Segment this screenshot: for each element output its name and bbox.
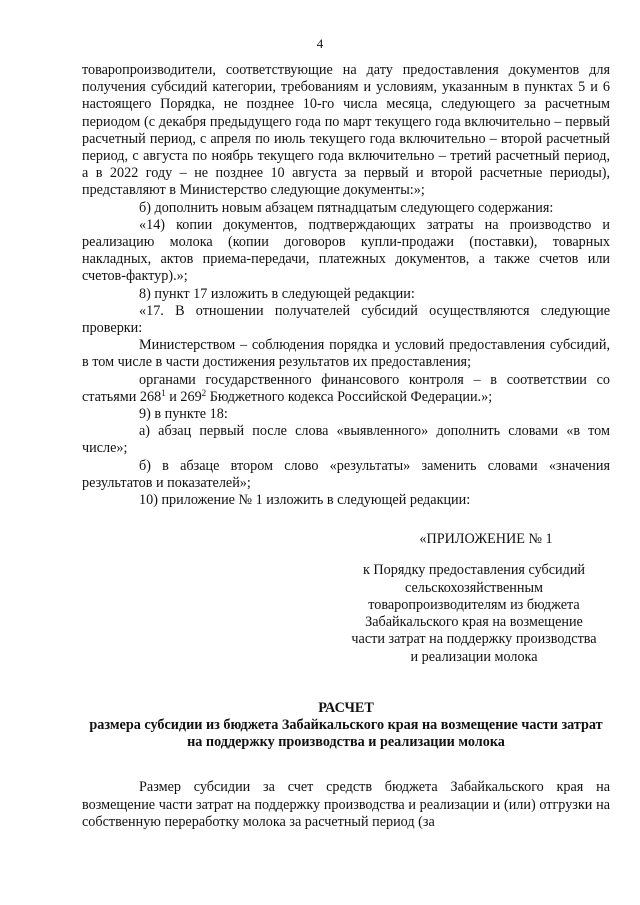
paragraph: Министерством – соблюдения порядка и условий предоставления субсидий, в том числе в части достижения результатов их предоставления; bbox=[82, 337, 610, 371]
document-subtitle: размера субсидии из бюджета Забайкальского края на возмещение части затрат на поддержку производства и реализации молока bbox=[89, 716, 603, 751]
text-fragment: органами государственного финансового контроля – в соответствии со статьями 268 bbox=[82, 371, 610, 405]
text-fragment: Бюджетного кодекса Российской Федерации.»; bbox=[206, 388, 493, 405]
appendix-line: сельскохозяйственным bbox=[404, 579, 543, 596]
paragraph-organs bbox=[82, 372, 610, 406]
appendix-heading: «ПРИЛОЖЕНИЕ № 1 bbox=[419, 531, 553, 548]
paragraph: а) абзац первый после слова «выявленного» дополнить словами «в том числе»; bbox=[82, 423, 610, 457]
paragraph: б) в абзаце втором слово «результаты» заменить словами «значения результатов и показателей»; bbox=[82, 457, 610, 491]
paragraph: «14) копии документов, подтверждающих затраты на производство и реализацию молока (копии договоров купли-продажи (поставки), товарных накладных, актов приема-передачи, платежных документов, а также счетов или счетов-фактур).»; bbox=[82, 216, 610, 285]
paragraph: 8) пункт 17 изложить в следующей редакции: bbox=[139, 285, 415, 302]
appendix-line: и реализации молока bbox=[410, 648, 538, 665]
appendix-line: части затрат на поддержку производства bbox=[351, 631, 597, 648]
appendix-block bbox=[338, 531, 610, 665]
document-title: РАСЧЕТ bbox=[318, 699, 374, 716]
paragraph: 9) в пункте 18: bbox=[139, 406, 228, 423]
document-body bbox=[82, 62, 610, 831]
paragraph: б) дополнить новым абзацем пятнадцатым следующего содержания: bbox=[139, 199, 554, 216]
paragraph: «17. В отношении получателей субсидий осуществляются следующие проверки: bbox=[82, 302, 610, 337]
appendix-line: к Порядку предоставления субсидий bbox=[362, 562, 586, 579]
appendix-line: товаропроизводителям из бюджета bbox=[368, 596, 580, 613]
paragraph: 10) приложение № 1 изложить в следующей редакции: bbox=[139, 492, 471, 509]
appendix-line: Забайкальского края на возмещение bbox=[365, 614, 583, 631]
page-number: 4 bbox=[316, 36, 324, 51]
superscript: 1 bbox=[161, 387, 166, 398]
superscript: 2 bbox=[201, 387, 207, 398]
paragraph: товаропроизводители, соответствующие на дату предоставления документов для получения субсидий категории, требованиям и условиям, указанным в пунктах 5 и 6 настоящего Порядка, не позднее 10-го числа месяца, следующего за расчетным периодом (с декабря предыдущего года по март текущего года включительно – первый расчетный период, с апреля по июль текущего года включительно – второй расчетный период, с августа по ноябрь текущего года включительно – третий расчетный период, а в 2022 году – не позднее 10 августа за первый и второй расчетные периоды), представляют в Министерство следующие документы:»; bbox=[82, 62, 610, 199]
paragraph: Размер субсидии за счет средств бюджета Забайкальского края на возмещение части затрат на поддержку производства и реализации и (или) отгрузки на собственную переработку молока за расчетный период (за bbox=[82, 779, 610, 830]
text-fragment: и 269 bbox=[165, 388, 202, 405]
